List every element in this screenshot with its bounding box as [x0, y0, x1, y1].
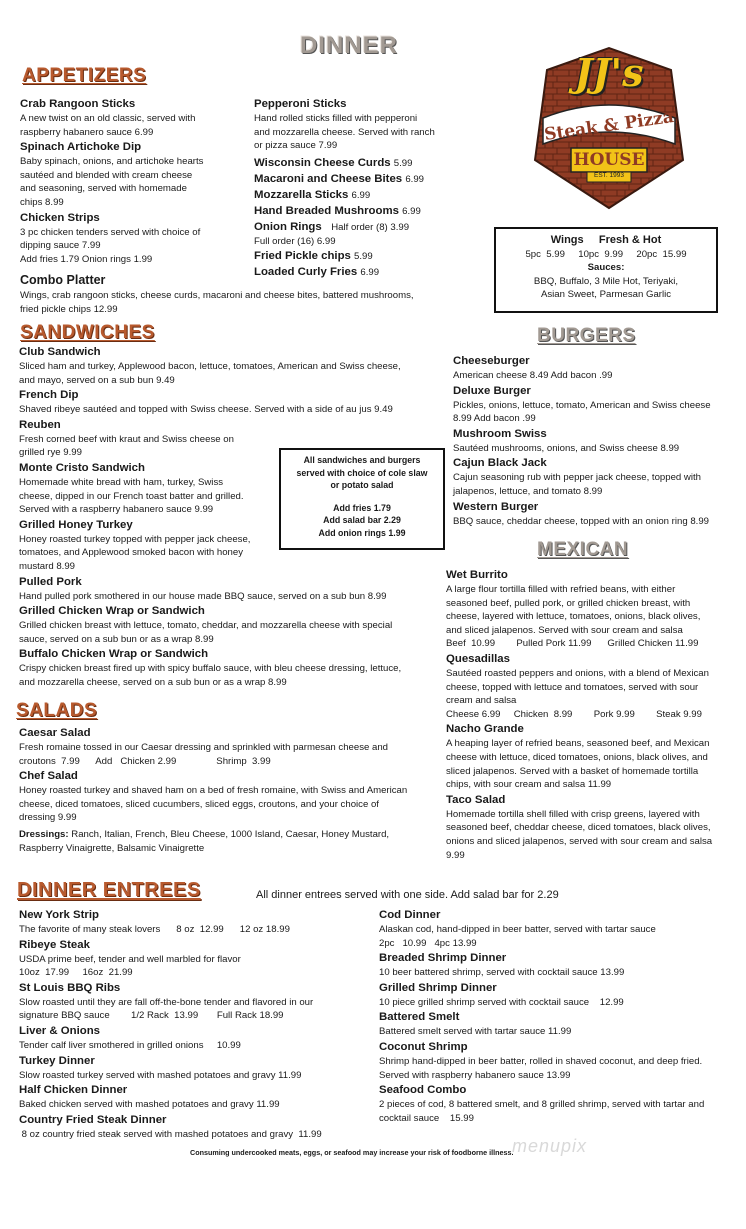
item-name: Country Fried Steak Dinner [19, 1113, 167, 1126]
item-desc: Homemade white bread with ham, turkey, Swiss [19, 476, 224, 488]
item-desc: seasoned beef, cheddar cheese, diced tomatoes, black olives, [446, 822, 711, 834]
item-name: Chef Salad [19, 770, 78, 783]
sides-add: Add onion rings 1.99 [318, 527, 406, 538]
menu-item [19, 647, 444, 689]
item-name: Nacho Grande [446, 723, 524, 736]
item-name: Mushroom Swiss [453, 427, 547, 440]
food-safety-note: Consuming undercooked meats, eggs, or seafood may increase your risk of foodborne illness. [190, 1148, 514, 1157]
item-name: Buffalo Chicken Wrap or Sandwich [19, 648, 209, 661]
item-desc: sliced jalapenos. Served with a basket of homemade tortilla [446, 765, 699, 777]
item-desc: 3 pc chicken tenders served with choice of [20, 226, 201, 238]
item-desc: Slow roasted turkey served with mashed potatoes and gravy 11.99 [19, 1069, 302, 1081]
item-name: Cheeseburger [453, 355, 530, 367]
menu-item [254, 97, 479, 153]
item-desc: Shrimp hand-dipped in beer batter, rolled in shaved coconut, and deep fried. [379, 1055, 703, 1067]
item-desc: American cheese 8.49 Add bacon .99 [453, 370, 613, 381]
item-name: Reuben [19, 418, 61, 431]
item-desc: Beef 10.99 Pulled Pork 11.99 Grilled Chicken 11.99 [446, 638, 699, 650]
item-desc: and seasoning, served with homemade [20, 183, 187, 195]
item-desc: Slow roasted until they are fall off-the-bone tender and flavored in our [19, 996, 314, 1008]
menu-item [453, 456, 738, 498]
item-name: Cajun Black Jack [453, 457, 547, 470]
item-desc: 8.99 Add bacon .99 [453, 413, 536, 425]
item-name: Pulled Pork [19, 575, 82, 588]
item-desc: 10 beer battered shrimp, served with cocktail sauce 13.99 [379, 967, 625, 979]
wings-title: Wings Fresh & Hot [550, 234, 662, 246]
menu-item [20, 211, 245, 267]
item-desc: Honey roasted turkey topped with pepper jack cheese, [19, 533, 251, 545]
item-desc: Pickles, onions, lettuce, tomato, American and Swiss cheese [453, 399, 711, 411]
item-desc: Sautéed mushrooms, onions, and Swiss cheese 8.99 [453, 442, 680, 454]
wings-prices: 5pc 5.99 10pc 9.99 20pc 15.99 [525, 248, 687, 260]
menu-item [254, 249, 479, 264]
item-desc: BBQ sauce, cheddar cheese, topped with an onion ring 8.99 [453, 515, 710, 527]
menu-item [379, 951, 739, 980]
sides-box [279, 448, 445, 550]
burgers-column [453, 354, 738, 529]
item-desc: and mayo, served on a sub bun 9.49 [19, 374, 175, 386]
item-desc: Alaskan cod, hand-dipped in beer batter, served with tartar sauce [379, 924, 656, 935]
item-desc: cheese with lettuce, diced tomatoes, onions, black olives, and [446, 751, 708, 763]
item-desc: chips 8.99 [20, 196, 64, 208]
burgers-heading: BURGERS [537, 325, 636, 346]
sides-line: or potato salad [330, 480, 394, 491]
item-desc: Battered smelt served with tartar sauce 11.99 [379, 1026, 572, 1038]
item-desc: 2 pieces of cod, 8 battered smelt, and 8 grilled shrimp, served with tartar and [379, 1099, 705, 1111]
item-desc: Grilled chicken breast with lettuce, tomato, cheddar, and mozzarella cheese with special [19, 620, 393, 632]
item-name: New York Strip [19, 909, 99, 921]
item-desc: 8 oz country fried steak served with mashed potatoes and gravy 11.99 [19, 1128, 322, 1140]
item-name: St Louis BBQ Ribs [19, 981, 121, 994]
item-name: Deluxe Burger [453, 384, 531, 397]
item-desc: Add fries 1.79 Onion rings 1.99 [20, 253, 153, 265]
item-name: Breaded Shrimp Dinner [379, 952, 507, 965]
item-name: Onion Rings Half order (8) 3.99 [254, 220, 410, 233]
logo-tagline: Steak & Pizza [542, 107, 676, 145]
item-desc: Sliced ham and turkey, Applewood bacon, lettuce, tomatoes, American and Swiss cheese, [19, 361, 401, 372]
item-name: French Dip [19, 389, 79, 402]
menu-item [19, 908, 369, 937]
item-name: Turkey Dinner [19, 1054, 95, 1067]
item-name: Chicken Strips [20, 211, 100, 224]
item-name: Quesadillas [446, 652, 510, 665]
item-name: Cod Dinner [379, 909, 441, 921]
item-name: Grilled Honey Turkey [19, 518, 133, 531]
item-name: Grilled Shrimp Dinner [379, 981, 497, 994]
menu-item [19, 1113, 369, 1142]
logo-house: HOUSE [573, 150, 645, 170]
entrees-note: All dinner entrees served with one side. Add salad bar for 2.29 [256, 889, 559, 901]
item-name: Macaroni and Cheese Bites 6.99 [254, 172, 424, 185]
item-name: Wisconsin Cheese Curds 5.99 [254, 156, 413, 169]
item-name: Half Chicken Dinner [19, 1084, 128, 1097]
sides-add: Add fries 1.79 [333, 502, 391, 513]
entrees-heading: DINNER ENTREES [17, 879, 201, 901]
menu-item [254, 156, 479, 171]
item-name: Western Burger [453, 500, 539, 513]
menu-item [19, 1054, 369, 1083]
menu-item [19, 938, 369, 980]
item-desc: and mozzarella cheese, served on a sub bun or as a wrap 8.99 [19, 676, 287, 688]
item-name: Hand Breaded Mushrooms 6.99 [254, 204, 421, 217]
item-desc: Tender calf liver smothered in grilled onions 10.99 [19, 1039, 241, 1051]
item-desc: Wings, crab rangoon sticks, cheese curds, macaroni and cheese bites, battered mushrooms, [20, 290, 414, 301]
item-desc: cheese, dipped in our French toast batter and grilled. [19, 490, 244, 502]
item-desc: cheese, topped with lettuce and tomatoes, served with sour [446, 681, 699, 693]
sauces-line: BBQ, Buffalo, 3 Mile Hot, Teriyaki, [533, 275, 679, 287]
dressings-line: Raspberry Vinaigrette, Balsamic Vinaigrette [19, 842, 205, 854]
appetizers-left-column [20, 97, 245, 267]
menu-item [19, 769, 444, 825]
menu-item [446, 568, 738, 651]
mexican-column [446, 568, 738, 863]
item-name: Grilled Chicken Wrap or Sandwich [19, 605, 205, 618]
item-desc: Served with raspberry habanero sauce 13.99 [379, 1069, 571, 1081]
item-desc: Baby spinach, onions, and artichoke hearts [20, 156, 204, 168]
dressings-line: Dressings: Ranch, Italian, French, Bleu Cheese, 1000 Island, Caesar, Honey Mustard, [19, 828, 390, 840]
item-desc: 10 piece grilled shrimp served with cocktail sauce 12.99 [379, 996, 624, 1008]
wings-box [494, 227, 718, 313]
item-desc: mustard 8.99 [19, 560, 75, 572]
menu-item [19, 1024, 369, 1053]
item-name: Liver & Onions [19, 1024, 101, 1037]
item-desc: Cajun seasoning rub with pepper jack cheese, topped with [453, 472, 701, 484]
sauces-line: Asian Sweet, Parmesan Garlic [540, 289, 672, 300]
menu-item [20, 140, 245, 209]
item-desc: sauce, served on a sub bun or as a wrap 8.99 [19, 633, 214, 645]
entrees-right-column [379, 908, 739, 1126]
item-desc: Fresh corned beef with kraut and Swiss cheese on [19, 433, 234, 445]
item-desc: croutons 7.99 Add Chicken 2.99 Shrimp 3.99 [19, 755, 271, 767]
item-desc: jalapenos, lettuce, and tomato 8.99 [453, 485, 603, 497]
item-name: Monte Cristo Sandwich [19, 461, 145, 474]
item-desc: The favorite of many steak lovers 8 oz 12.99 12 oz 18.99 [19, 924, 290, 935]
item-name: Seafood Combo [379, 1084, 467, 1097]
item-desc: tomatoes, and Applewood smoked bacon with honey [19, 547, 244, 559]
item-desc: Sautéed roasted peppers and onions, with a blend of Mexican [446, 667, 709, 679]
item-name: Ribeye Steak [19, 938, 90, 951]
item-desc: and mozzarella cheese. Served with ranch [254, 126, 435, 138]
item-desc: Full order (16) 6.99 [254, 235, 336, 247]
item-name: Combo Platter [20, 273, 106, 287]
item-desc: Shaved ribeye sautéed and topped with Swiss cheese. Served with a side of au jus 9.49 [19, 404, 393, 416]
item-desc: signature BBQ sauce 1/2 Rack 13.99 Full Rack 18.99 [19, 1010, 284, 1022]
menu-item [254, 204, 479, 219]
entrees-left-column [19, 908, 369, 1142]
item-desc: sautéed and blended with cream cheese [20, 169, 193, 181]
item-name: Mozzarella Sticks 6.99 [254, 188, 371, 201]
item-desc: Fresh romaine tossed in our Caesar dressing and sprinkled with parmesan cheese and [19, 742, 389, 753]
item-desc: seasoned beef, pulled pork, or grilled chicken breast, with [446, 597, 691, 609]
item-desc: 2pc 10.99 4pc 13.99 [379, 937, 477, 949]
menu-item [19, 345, 444, 387]
item-desc: fried pickle chips 12.99 [20, 303, 118, 315]
item-desc: Hand pulled pork smothered in our house made BBQ sauce, served on a sub bun 8.99 [19, 590, 387, 602]
menu-item [254, 172, 479, 187]
menu-item [379, 1010, 739, 1039]
item-name: Pepperoni Sticks [254, 98, 347, 110]
item-desc: grilled rye 9.99 [19, 447, 82, 459]
item-desc: USDA prime beef, tender and well marbled for flavor [19, 953, 241, 965]
watermark: menupix [512, 1136, 588, 1156]
item-desc: Baked chicken served with mashed potatoes and gravy 11.99 [19, 1099, 280, 1111]
item-desc: dipping sauce 7.99 [20, 240, 101, 252]
sandwiches-heading: SANDWICHES [20, 322, 155, 343]
menu-item [254, 265, 479, 280]
menu-item [19, 388, 444, 417]
item-desc: Hand rolled sticks filled with pepperoni [254, 113, 418, 124]
menu-item [19, 981, 369, 1023]
menu-item [379, 1040, 739, 1082]
item-desc: A large flour tortilla filled with refried beans, with either [446, 584, 676, 595]
salads-column [19, 726, 444, 856]
item-desc: 10oz 17.99 16oz 21.99 [19, 967, 133, 979]
item-desc: Honey roasted turkey and shaved ham on a bed of fresh romaine, with Swiss and American [19, 785, 408, 797]
menu-item [453, 354, 738, 383]
menu-item [20, 97, 245, 139]
item-desc: 9.99 [446, 849, 465, 861]
menu-item [379, 981, 739, 1010]
item-desc: cheese, diced tomatoes, sliced cucumbers, sliced eggs, croutons, and your choice of [19, 798, 379, 810]
item-desc: cream and salsa [446, 695, 517, 707]
item-desc: dressing 9.99 [19, 812, 77, 824]
item-desc: A heaping layer of refried beans, seasoned beef, and Mexican [446, 738, 710, 750]
salads-heading: SALADS [16, 700, 98, 721]
logo-brand: JJ's [574, 50, 644, 95]
item-desc: raspberry habanero sauce 6.99 [20, 126, 154, 138]
appetizers-right-column [254, 97, 479, 281]
item-name: Battered Smelt [379, 1011, 460, 1024]
menu-item [453, 500, 738, 529]
item-name: Club Sandwich [19, 346, 101, 358]
sides-line: served with choice of cole slaw [296, 467, 428, 478]
item-desc: Crispy chicken breast fired up with spicy buffalo sauce, with bleu cheese dressing, lettuce, [19, 663, 402, 675]
item-desc: A new twist on an old classic, served with [20, 113, 196, 124]
item-name: Taco Salad [446, 793, 506, 806]
sides-line: All sandwiches and burgers [303, 455, 421, 465]
item-name: Wet Burrito [446, 569, 508, 581]
menu-item [19, 604, 444, 646]
item-name: Caesar Salad [19, 727, 91, 739]
item-desc: Served with a raspberry habanero sauce 9.99 [19, 504, 214, 516]
item-name: Coconut Shrimp [379, 1040, 468, 1053]
menu-item [446, 652, 738, 721]
item-name: Crab Rangoon Sticks [20, 98, 136, 110]
menu-item [453, 384, 738, 426]
menu-item [453, 427, 738, 456]
mexican-heading: MEXICAN [537, 539, 629, 560]
appetizers-heading: APPETIZERS [22, 65, 147, 86]
page-title: DINNER [300, 32, 399, 59]
logo-est: EST. 1993 [594, 172, 624, 179]
restaurant-logo [525, 40, 693, 215]
menu-item [19, 575, 444, 604]
item-desc: chips, with sour cream and salsa 11.99 [446, 779, 612, 791]
menu-item [379, 908, 739, 950]
item-desc: onions and sliced jalapenos, served with sour cream and salsa [446, 835, 713, 847]
sauces-label: Sauces: [587, 262, 625, 273]
item-desc: Homemade tortilla shell filled with crisp greens, layered with [446, 808, 700, 820]
menu-item [379, 1083, 739, 1125]
menu-item [446, 793, 738, 862]
item-desc: cheese, layered with lettuce, tomatoes, onions, black olives, [446, 611, 701, 623]
menu-item [254, 220, 479, 249]
menu-item [19, 1083, 369, 1112]
item-name: Loaded Curly Fries 6.99 [254, 266, 380, 279]
sides-add: Add salad bar 2.29 [323, 515, 401, 526]
item-desc: and sliced jalapenos. Served with sour cream and salsa [446, 624, 683, 636]
menu-item [254, 188, 479, 203]
item-desc: cocktail sauce 15.99 [379, 1112, 474, 1124]
menu-item [19, 726, 444, 768]
dressings [19, 828, 444, 855]
menu-item [446, 722, 738, 791]
item-name: Fried Pickle chips 5.99 [254, 250, 373, 263]
item-desc: or pizza sauce 7.99 [254, 140, 338, 152]
item-desc: Cheese 6.99 Chicken 8.99 Pork 9.99 Steak 9.99 [446, 708, 702, 720]
item-name: Spinach Artichoke Dip [20, 141, 142, 154]
